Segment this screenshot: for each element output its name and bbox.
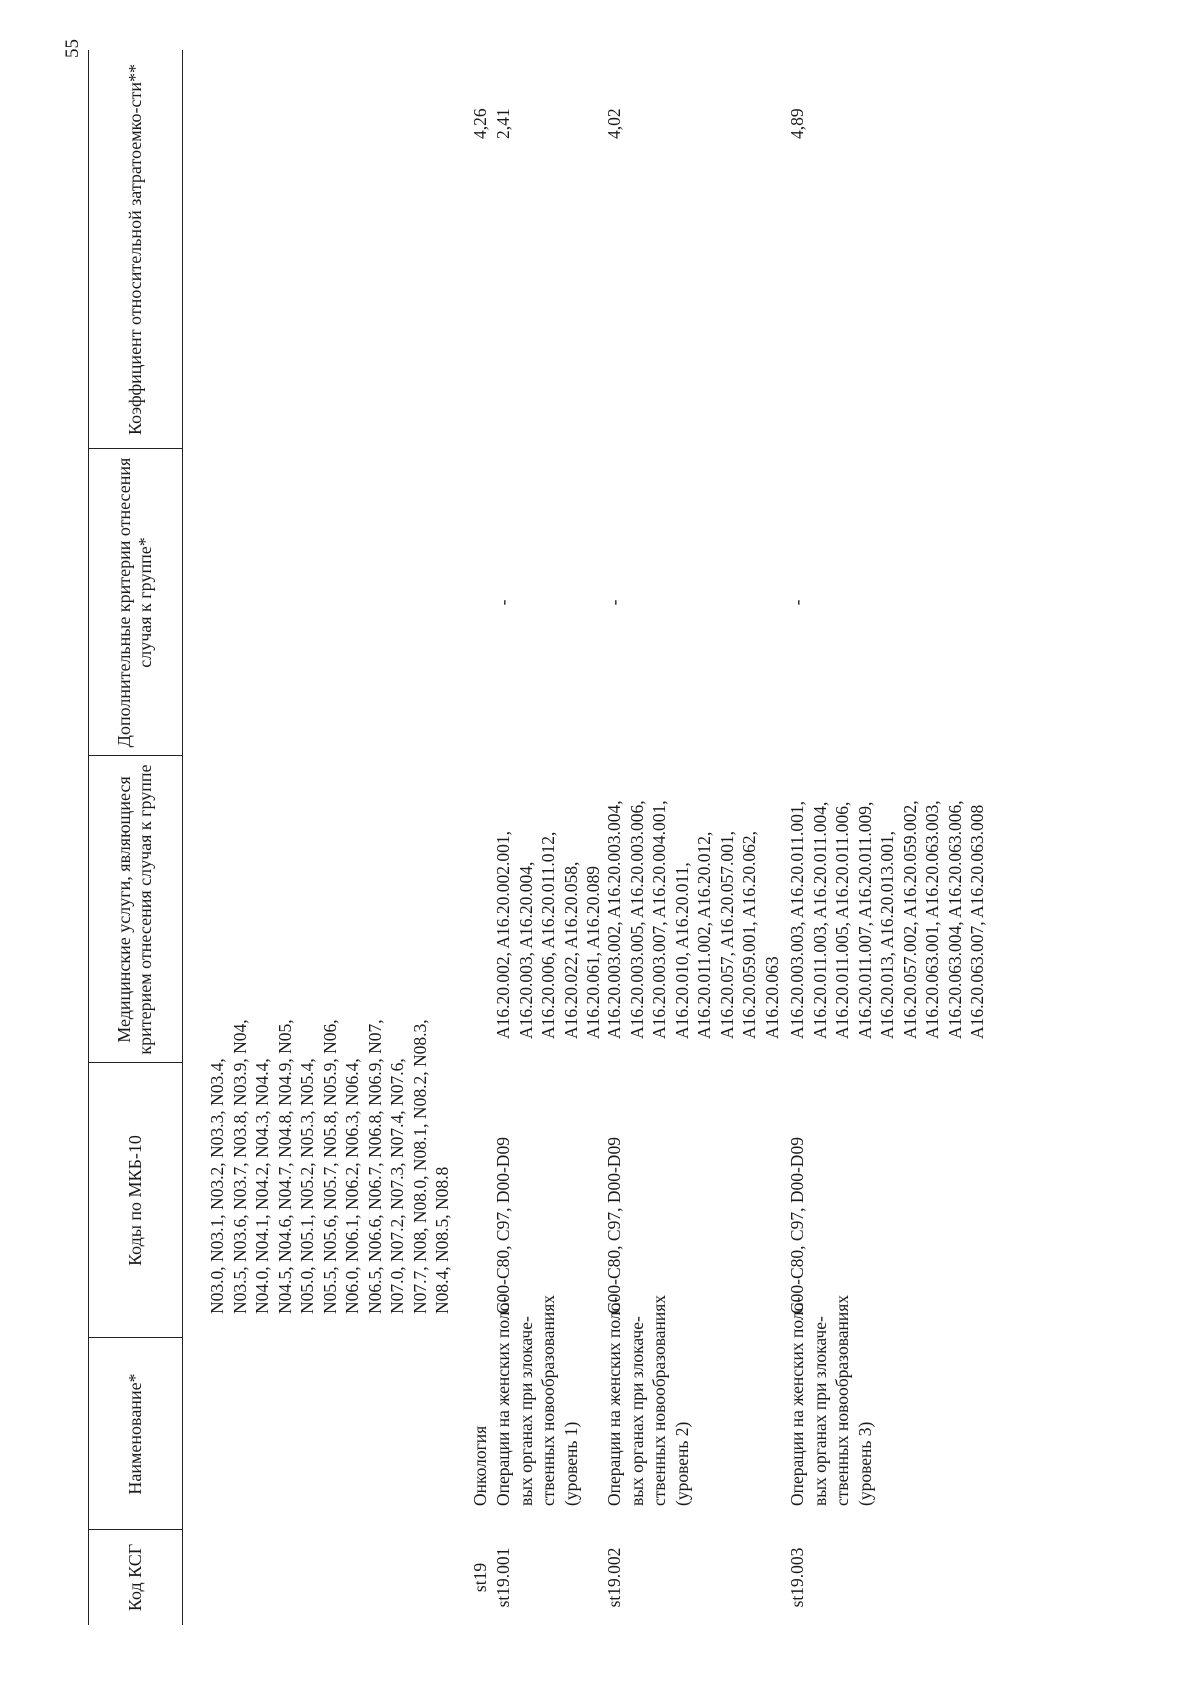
name-line: Операции на женских поло- <box>493 1296 513 1506</box>
group-code: st19 <box>470 1562 490 1593</box>
mkb-line: N03.0, N03.1, N03.2, N03.3, N03.4, <box>207 1058 227 1314</box>
group-coefficient: 4,26 <box>470 108 490 139</box>
med-line: A16.20.057, A16.20.057.001, <box>716 830 737 1039</box>
med-line: A16.20.063.001, A16.20.063.003, <box>922 800 942 1039</box>
header-coef: Коэффициент относительной затратоемко-сти** <box>124 64 145 435</box>
row-mkb-codes: C00-C80, C97, D00-D09 <box>493 1137 513 1314</box>
row-medical-services <box>603 756 783 1063</box>
name-line: вых органах при злокаче- <box>515 1316 536 1506</box>
row-code: st19.003 <box>787 1547 807 1608</box>
med-line: A16.20.011.003, A16.20.011.004, <box>809 801 830 1039</box>
med-line: A16.20.003.003, A16.20.011.001, <box>787 800 807 1039</box>
row-code: st19.002 <box>604 1547 624 1608</box>
med-line: A16.20.003, A16.20.004, <box>515 861 536 1039</box>
med-line: A16.20.013, A16.20.013.001, <box>877 830 897 1039</box>
row-medical-services <box>786 756 989 1063</box>
name-line: (уровень 2) <box>671 1421 692 1506</box>
med-line: A16.20.006, A16.20.011.012, <box>538 831 558 1039</box>
med-line: A16.20.057.002, A16.20.059.002, <box>899 800 920 1039</box>
row-additional-criteria: - <box>787 599 807 606</box>
name-line: ственных новообразованиях <box>832 1294 852 1506</box>
mkb-line: N07.7, N08, N08.0, N08.1, N08.2, N08.3, <box>409 1019 430 1314</box>
med-line: A16.20.003.007, A16.20.004.001, <box>649 800 669 1039</box>
row-coefficient: 4,02 <box>604 108 624 139</box>
med-line: A16.20.059.001, A16.20.062, <box>739 830 759 1039</box>
row-name <box>786 1294 876 1530</box>
row-medical-services <box>492 756 605 1063</box>
name-line: (уровень 3) <box>854 1421 875 1506</box>
med-line: A16.20.063 <box>761 956 782 1039</box>
med-line: A16.20.010, A16.20.011, <box>671 862 692 1039</box>
med-line: A16.20.011.005, A16.20.011.006, <box>832 801 852 1039</box>
header-mkb: Коды по МКБ-10 <box>124 1135 145 1266</box>
page-number: 55 <box>62 39 83 58</box>
row-mkb-codes: C00-C80, C97, D00-D09 <box>604 1137 624 1314</box>
med-line: A16.20.061, A16.20.089 <box>583 865 603 1039</box>
row-mkb-codes: C00-C80, C97, D00-D09 <box>787 1137 807 1314</box>
med-line: A16.20.063.004, A16.20.063.006, <box>944 800 965 1039</box>
header-med: Медицинские услуги, являющиеся критерием отнесения случая к группе <box>114 764 155 1055</box>
mkb-line: N04.0, N04.1, N04.2, N04.3, N04.4, <box>252 1058 272 1314</box>
name-line: ственных новообразованиях <box>538 1294 558 1506</box>
med-line: A16.20.011.007, A16.20.011.009, <box>854 801 875 1039</box>
row-name <box>492 1294 582 1530</box>
mkb-line: N06.0, N06.1, N06.2, N06.3, N06.4, <box>342 1058 362 1314</box>
row-additional-criteria: - <box>493 599 513 606</box>
mkb-line: N05.5, N05.6, N05.7, N05.8, N05.9, N06, <box>319 1019 340 1314</box>
med-line: A16.20.003.002, A16.20.003.004, <box>604 800 624 1039</box>
mkb-line: N04.5, N04.6, N04.7, N04.8, N04.9, N05, <box>274 1019 295 1314</box>
header-add: Дополнительные критерии отнесения случая к группе* <box>114 457 155 748</box>
mkb-line: N08.4, N08.5, N08.8 <box>432 1166 452 1314</box>
ksg-table <box>88 50 1100 1625</box>
med-line: A16.20.011.002, A16.20.012, <box>694 831 714 1039</box>
med-line: A16.20.003.005, A16.20.003.006, <box>626 800 647 1039</box>
row-coefficient: 4,89 <box>787 108 807 139</box>
mkb-line: N03.5, N03.6, N03.7, N03.8, N03.9, N04, <box>229 1019 250 1314</box>
mkb-line: N06.5, N06.6, N06.7, N06.8, N06.9, N07, <box>364 1019 385 1314</box>
row-name <box>603 1294 693 1530</box>
row-code: st19.001 <box>493 1547 513 1608</box>
mkb-line: N07.0, N07.2, N07.3, N07.4, N07.6, <box>387 1058 407 1314</box>
med-line: A16.20.022, A16.20.058, <box>560 861 581 1039</box>
name-line: Операции на женских поло- <box>787 1296 807 1506</box>
med-line: A16.20.002, A16.20.002.001, <box>493 830 513 1039</box>
name-line: ственных новообразованиях <box>649 1294 669 1506</box>
header-code: Код КСГ <box>124 1543 145 1612</box>
group-name: Онкология <box>470 1425 490 1506</box>
name-line: Операции на женских поло- <box>604 1296 624 1506</box>
name-line: вых органах при злокаче- <box>809 1316 830 1506</box>
name-line: вых органах при злокаче- <box>626 1316 647 1506</box>
name-line: (уровень 1) <box>560 1421 581 1506</box>
header-bottom-rule <box>182 50 183 1625</box>
header-name: Наименование* <box>124 1373 145 1495</box>
row-coefficient: 2,41 <box>493 108 513 139</box>
continuation-mkb-codes <box>206 1019 454 1338</box>
row-additional-criteria: - <box>604 599 624 606</box>
mkb-line: N05.0, N05.1, N05.2, N05.3, N05.4, <box>297 1058 317 1314</box>
med-line: A16.20.063.007, A16.20.063.008 <box>967 804 987 1039</box>
